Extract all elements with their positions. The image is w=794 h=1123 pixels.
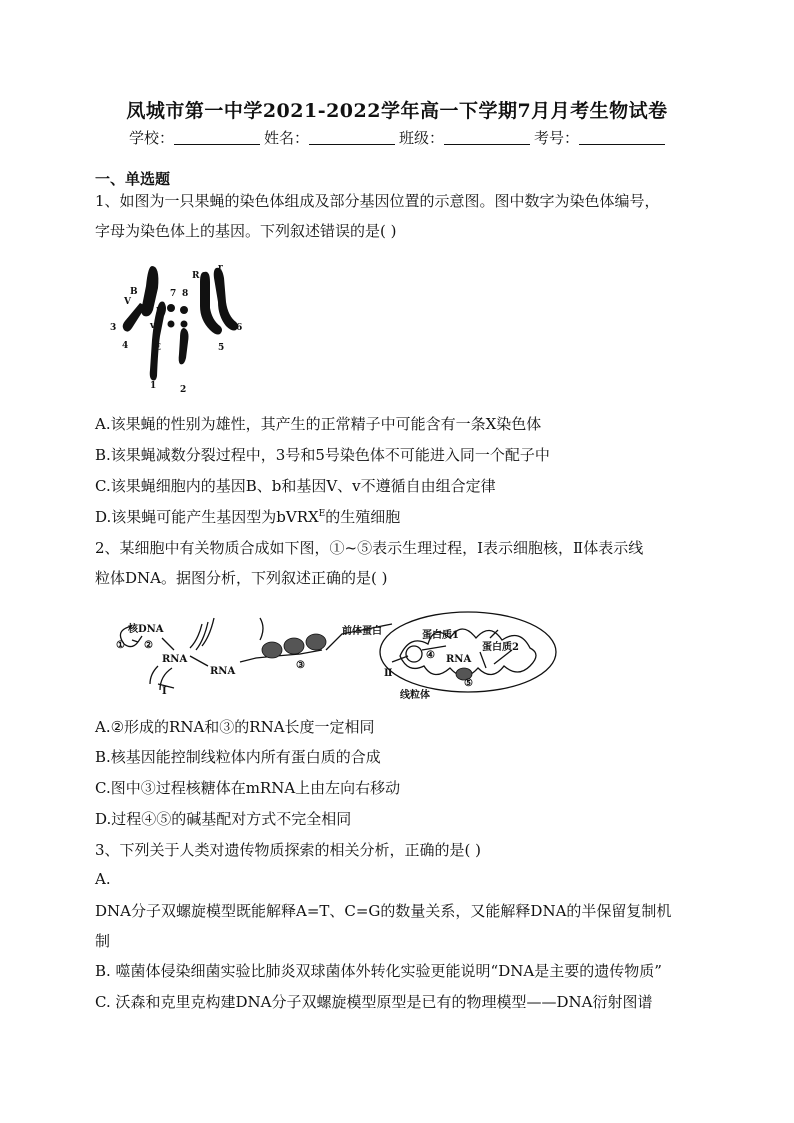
q2-option-d: D.过程④⑤的碱基配对方式不完全相同 [95, 810, 352, 828]
gene-E-label: E [154, 343, 161, 353]
chromosome-4 [123, 303, 146, 332]
chromosome-8b [181, 321, 188, 328]
q1-option-d-text: D.该果蝇可能产生基因型为bVRX [95, 508, 319, 526]
q1-stem-line2: 字母为染色体上的基因。下列叙述错误的是( ) [95, 222, 397, 240]
school-label: 学校： [128, 129, 174, 147]
class-label: 班级： [399, 129, 445, 147]
gene-r-label: r [218, 263, 223, 273]
q1-option-d-suffix: 的生殖细胞 [325, 508, 401, 526]
nuclear-envelope-pore-1 [190, 622, 208, 650]
ribosome-3 [306, 634, 326, 650]
chromosome-6-label: 6 [236, 323, 243, 333]
chromosome-5-label: 5 [218, 343, 225, 353]
q2-option-b: B.核基因能控制线粒体内所有蛋白质的合成 [95, 748, 381, 766]
transcription-arrow [162, 638, 174, 650]
school-field[interactable] [174, 130, 260, 145]
chromosome-figure [100, 258, 260, 398]
q1-option-d [95, 506, 400, 527]
name-field[interactable] [309, 130, 395, 145]
process-2-label: ② [144, 640, 153, 651]
process-5-label: ⑤ [464, 678, 473, 689]
chromosome-8 [180, 306, 188, 314]
nuclear-dna-label: 核DNA [128, 624, 164, 635]
mrna-curve [260, 618, 263, 640]
precursor-protein-label: 前体蛋白 [342, 626, 382, 637]
rna-label-mito: RNA [446, 654, 472, 665]
rna-label-cytoplasm: RNA [210, 666, 236, 677]
gene-R-label: R [192, 271, 200, 281]
ribosome-2 [284, 638, 304, 654]
q1-option-d-superscript: E [318, 509, 326, 519]
q1-stem-line1: 1、如图为一只果蝇的染色体组成及部分基因位置的示意图。图中数字为染色体编号， [95, 192, 660, 210]
q3-option-b: B. 噬菌体侵染细菌实验比肺炎双球菌体外转化实验更能说明“DNA是主要的遗传物质” [95, 962, 662, 980]
exam-number-field[interactable] [579, 130, 665, 145]
q3-option-a-label: A. [95, 870, 111, 888]
q3-option-c: C. 沃森和克里克构建DNA分子双螺旋模型原型是已有的物理模型——DNA衍射图谱 [95, 993, 653, 1011]
roman-one-label: Ⅰ [162, 686, 167, 697]
rna-label-nucleus: RNA [162, 654, 188, 665]
roman-two-label: Ⅱ [384, 668, 393, 679]
chromosome-3-label: 3 [110, 323, 117, 333]
mitochondrion-label: 线粒体 [400, 690, 430, 700]
chromosome-1-label: 1 [150, 381, 157, 391]
export-arrow [190, 656, 208, 666]
section-heading: 一、单选题 [95, 170, 171, 188]
chromosome-2 [179, 328, 189, 364]
chromosome-4-label: 4 [122, 341, 129, 351]
mito-translation-arrow [480, 652, 486, 668]
q3-option-a-line1: DNA分子双螺旋模型既能解释A=T、C=G的数量关系，又能解释DNA的半保留复制机 [95, 902, 672, 920]
q2-option-c: C.图中③过程核糖体在mRNA上由左向右移动 [95, 779, 401, 797]
q1-option-c: C.该果蝇细胞内的基因B、b和基因V、v不遵循自由组合定律 [95, 477, 496, 495]
process-3-label: ③ [296, 660, 305, 671]
chromosome-6 [214, 268, 238, 331]
q2-stem-line2: 粒体DNA。据图分析，下列叙述正确的是( ) [95, 569, 388, 587]
process-4-label: ④ [426, 650, 435, 661]
q1-option-b: B.该果蝇减数分裂过程中，3号和5号染色体不可能进入同一个配子中 [95, 446, 550, 464]
chromosome-2-label: 2 [180, 385, 187, 395]
chromosome-7 [167, 304, 175, 312]
gene-B-label: B [130, 287, 138, 297]
chromosome-7-label: 7 [170, 289, 177, 299]
chromosome-8-label: 8 [182, 289, 189, 299]
replication-arrowhead [132, 636, 142, 642]
class-field[interactable] [444, 130, 530, 145]
cell-synthesis-figure [110, 604, 560, 700]
q1-option-a: A.该果蝇的性别为雄性，其产生的正常精子中可能含有一条X染色体 [95, 415, 542, 433]
mito-dna-ring [406, 646, 422, 662]
student-info-row [0, 127, 794, 148]
process-1-label: ① [116, 640, 125, 651]
q2-stem-line1: 2、某细胞中有关物质合成如下图，①~⑤表示生理过程，Ⅰ表示细胞核，Ⅱ体表示线 [95, 539, 644, 557]
q3-option-a-line2: 制 [95, 932, 111, 950]
gene-b-label: b [156, 307, 163, 317]
page-title: 凤城市第一中学2021-2022学年高一下学期7月月考生物试卷 [126, 100, 668, 122]
gene-v-label: v [150, 321, 156, 331]
name-label: 姓名： [263, 129, 309, 147]
exam-number-label: 考号： [534, 129, 580, 147]
q3-stem: 3、下列关于人类对遗传物质探索的相关分析，正确的是( ) [95, 841, 482, 859]
q2-option-a: A.②形成的RNA和③的RNA长度一定相同 [95, 718, 375, 736]
ribosome-1 [262, 642, 282, 658]
chromosome-7b [168, 321, 175, 328]
chromosomes [123, 266, 238, 381]
gene-V-label: V [124, 297, 131, 307]
protein1-label: 蛋白质1 [422, 630, 459, 641]
protein2-label: 蛋白质2 [482, 642, 519, 653]
